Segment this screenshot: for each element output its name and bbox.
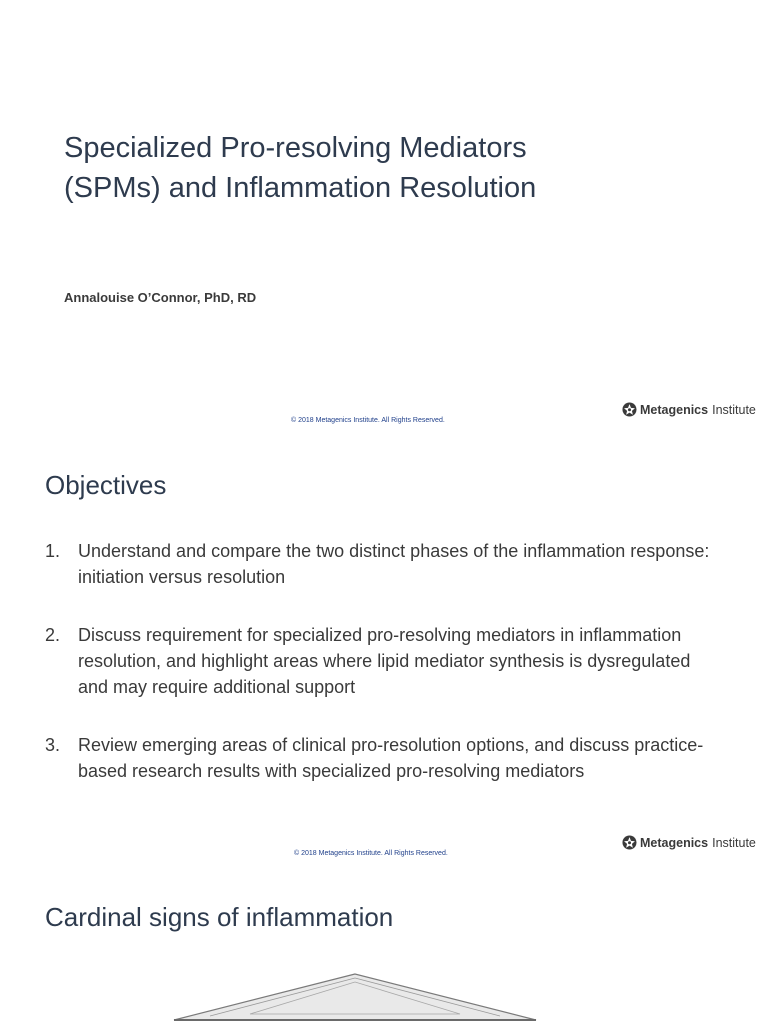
objective-text: Discuss requirement for specialized pro-resolving mediators in inflammation resolution, and highlight areas where lipid mediator synthesis is dysregulated and may require additional support — [78, 625, 691, 697]
objective-text: Review emerging areas of clinical pro-resolution options, and discuss practice-based research results with specialized pro-resolving mediators — [78, 735, 704, 781]
objective-number: 3. — [45, 735, 61, 755]
title-line-2: (SPMs) and Inflammation Resolution — [64, 172, 537, 204]
objective-text: Understand and compare the two distinct phases of the inflammation response: initiation versus resolution — [78, 541, 710, 587]
author-name: Annalouise O’Connor, PhD, RD — [64, 290, 257, 305]
cardinal-signs-heading: Cardinal signs of inflammation — [45, 902, 394, 932]
objective-number: 2. — [45, 625, 61, 645]
metagenics-logo — [622, 835, 756, 850]
copyright-notice: © 2018 Metagenics Institute. All Rights Reserved. — [291, 417, 445, 424]
objectives-slide — [0, 434, 768, 868]
title-slide — [0, 0, 768, 434]
logo-brand: Metagenics — [640, 402, 709, 417]
objective-item — [45, 622, 725, 700]
logo-brand: Metagenics — [640, 835, 709, 850]
objectives-heading: Objectives — [45, 470, 167, 500]
metagenics-logo-icon — [622, 402, 637, 417]
objective-item — [45, 732, 725, 784]
logo-suffix: Institute — [712, 835, 756, 850]
presentation-title — [64, 128, 664, 208]
copyright-notice: © 2018 Metagenics Institute. All Rights Reserved. — [294, 850, 448, 857]
metagenics-logo — [622, 402, 756, 417]
objective-item — [45, 538, 725, 590]
cardinal-signs-slide — [0, 868, 768, 1024]
logo-suffix: Institute — [712, 402, 756, 417]
title-line-1: Specialized Pro-resolving Mediators — [64, 132, 527, 164]
objectives-list — [45, 538, 725, 816]
objective-number: 1. — [45, 541, 61, 561]
temple-roof-icon — [170, 972, 540, 1024]
metagenics-logo-icon — [622, 835, 637, 850]
